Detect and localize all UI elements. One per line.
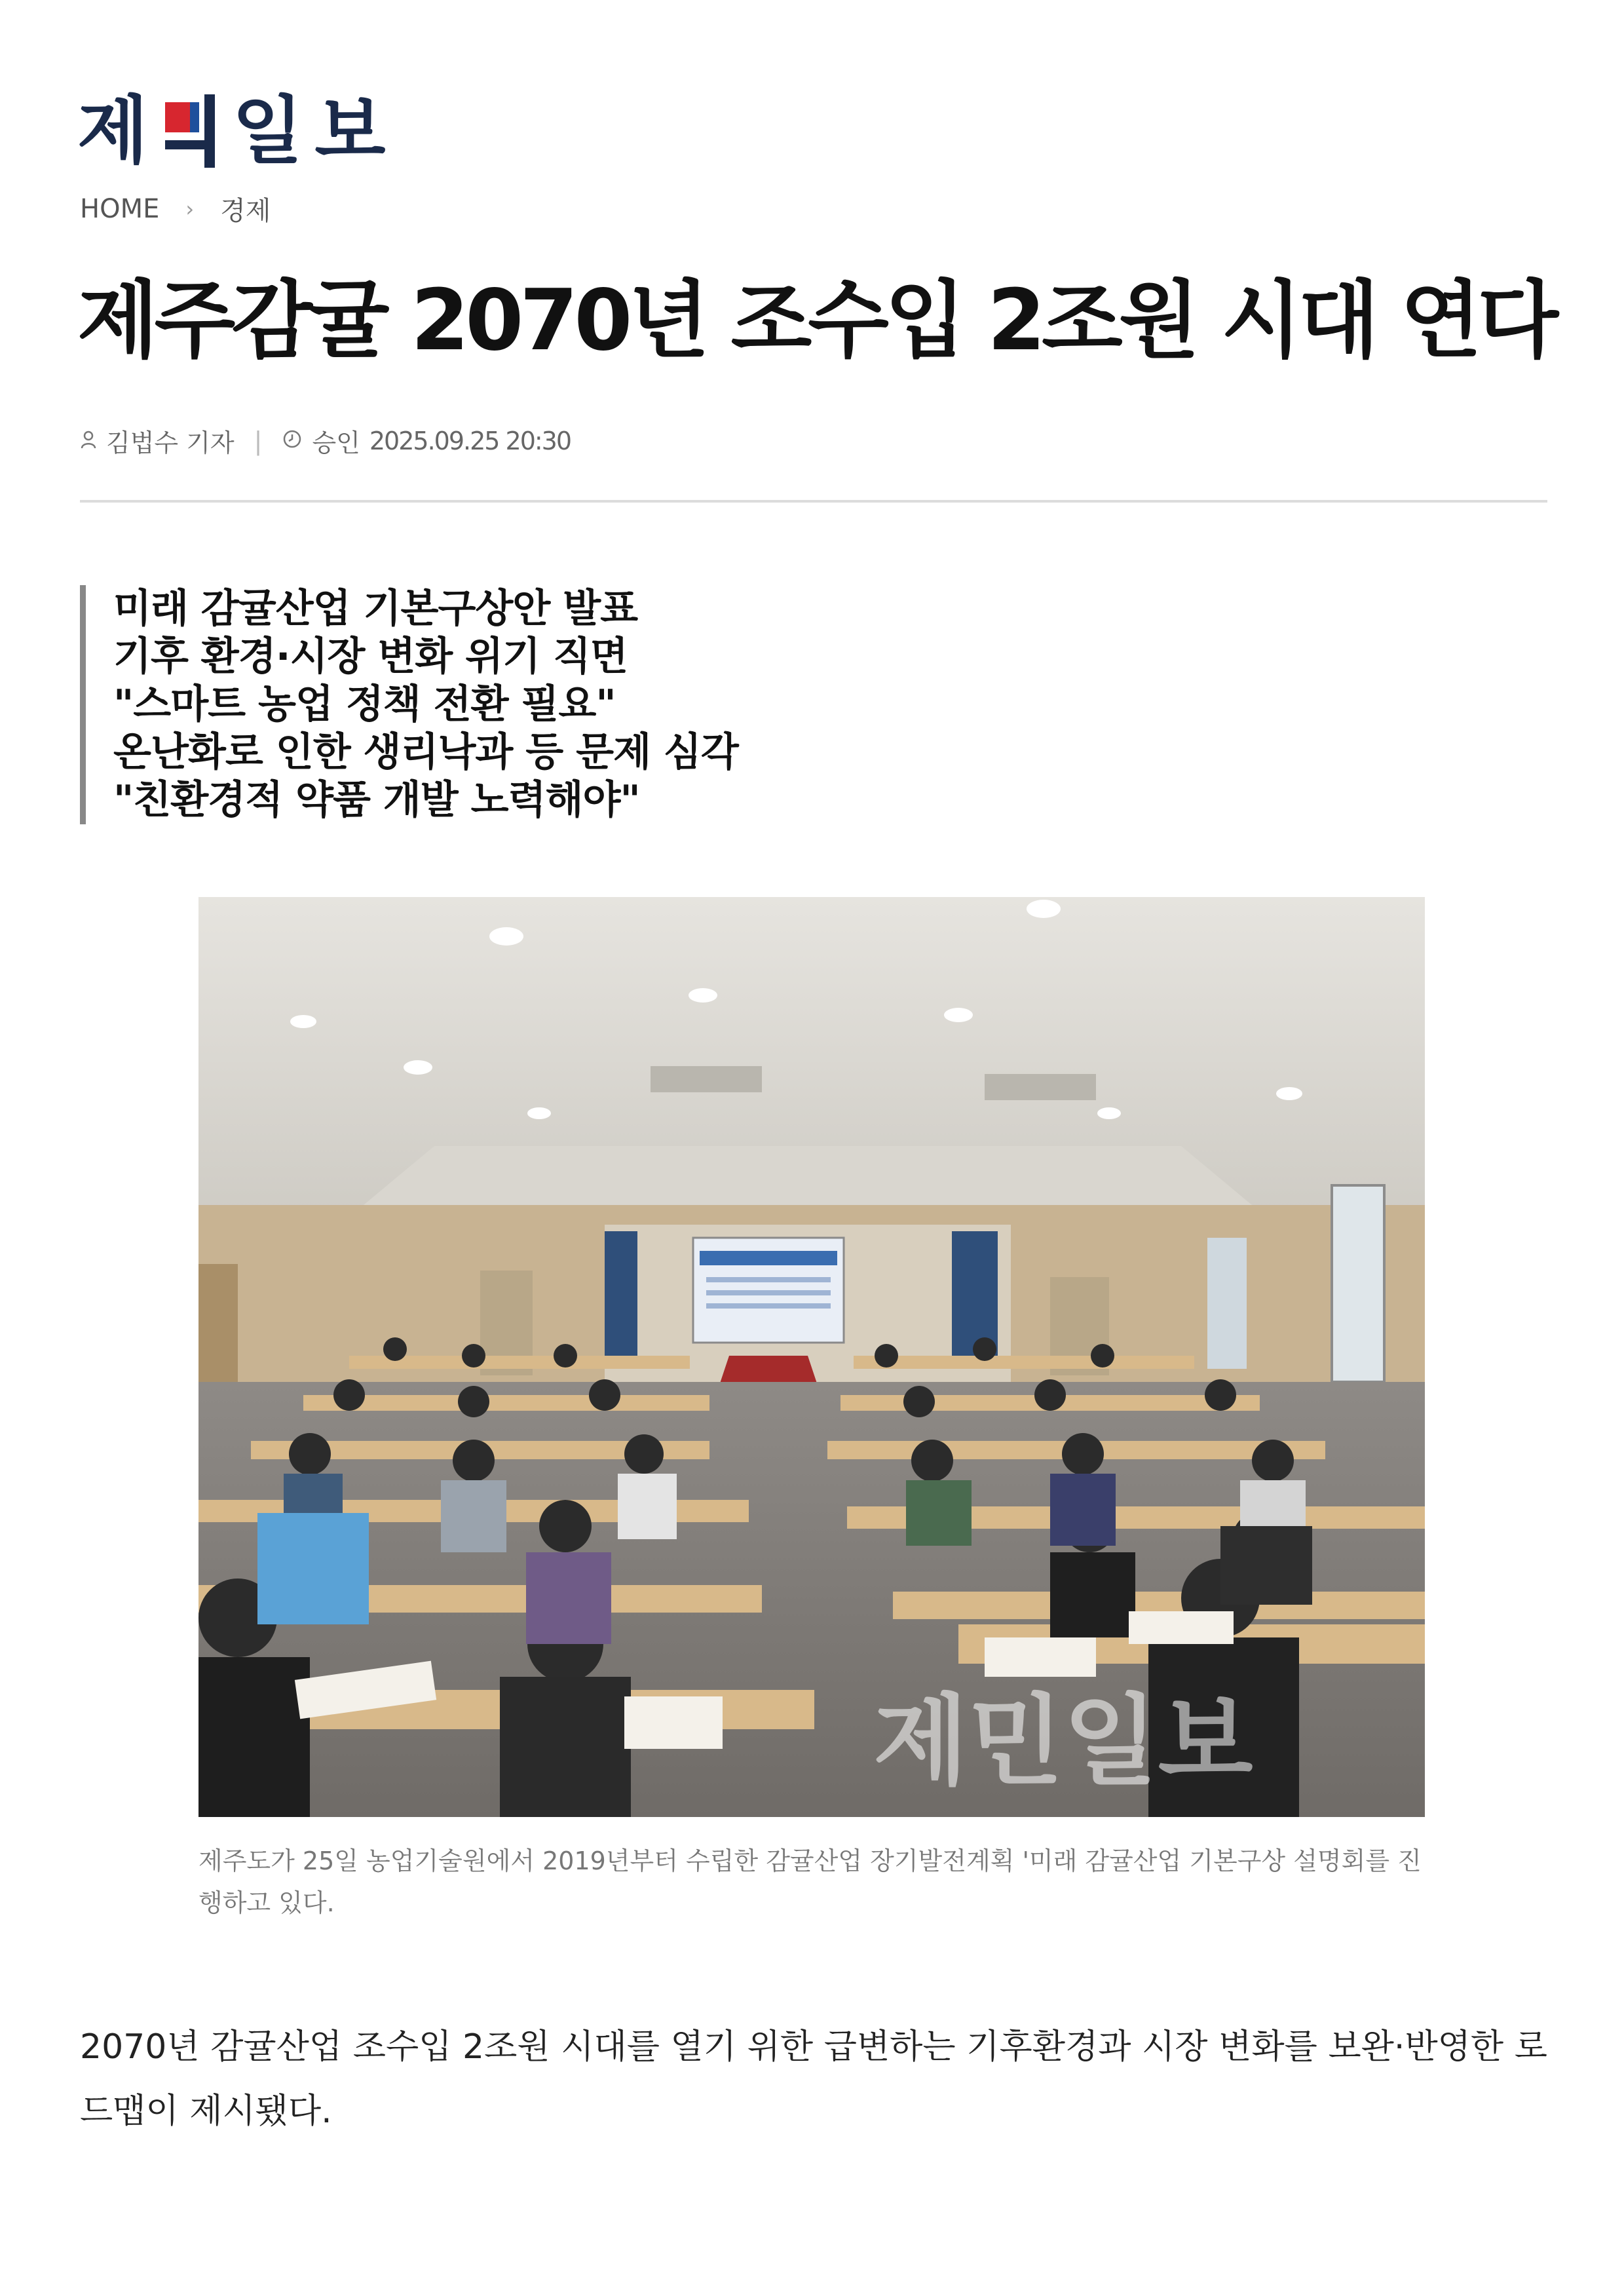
author-name[interactable]: 김법수 기자 (106, 429, 235, 457)
summary-line: 온난화로 인한 생리낙과 등 문제 심각 (113, 729, 738, 775)
summary-line: 미래 감귤산업 기본구상안 발표 (113, 586, 638, 632)
summary-line: "친환경적 약품 개발 노력해야" (113, 777, 640, 823)
chevron-right-icon: › (185, 196, 195, 221)
breadcrumb-section[interactable]: 경제 (220, 196, 271, 226)
summary-line: 기후 환경·시장 변화 위기 직면 (113, 634, 628, 679)
summary-line: "스마트 농업 정책 전환 필요" (113, 681, 616, 727)
logo-text-left: 제 (77, 88, 161, 174)
article-body-paragraph: 2070년 감귤산업 조수입 2조원 시대를 열기 위한 급변하는 기후환경과 시장 변화를 보완·반영한 로드맵이 제시됐다. (80, 2027, 1547, 2131)
photo-caption: 제주도가 25일 농업기술원에서 2019년부터 수립한 감귤산업 장기발전계획 '미래 감귤산업 기본구상 설명회를 진행하고 있다. (198, 1846, 1422, 1917)
logo-mark-icon (160, 94, 220, 168)
logo-text-right: 일보 (232, 88, 398, 174)
byline-divider: | (254, 426, 263, 455)
approved-label: 승인 (312, 429, 360, 457)
article-byline (80, 423, 571, 459)
article-photo[interactable] (198, 897, 1425, 1817)
approved-datetime: 2025.09.25 20:30 (369, 426, 571, 455)
clock-icon (282, 427, 303, 455)
article-title: 제주감귤 2070년 조수입 2조원 시대 연다 (77, 272, 1555, 370)
article-summary (80, 585, 1096, 824)
person-icon (80, 427, 97, 455)
photo-watermark: 제민일보 (873, 1685, 1253, 1799)
header-divider (80, 500, 1547, 503)
site-logo[interactable] (77, 88, 398, 174)
breadcrumb (80, 190, 271, 227)
breadcrumb-home[interactable]: HOME (80, 193, 160, 224)
